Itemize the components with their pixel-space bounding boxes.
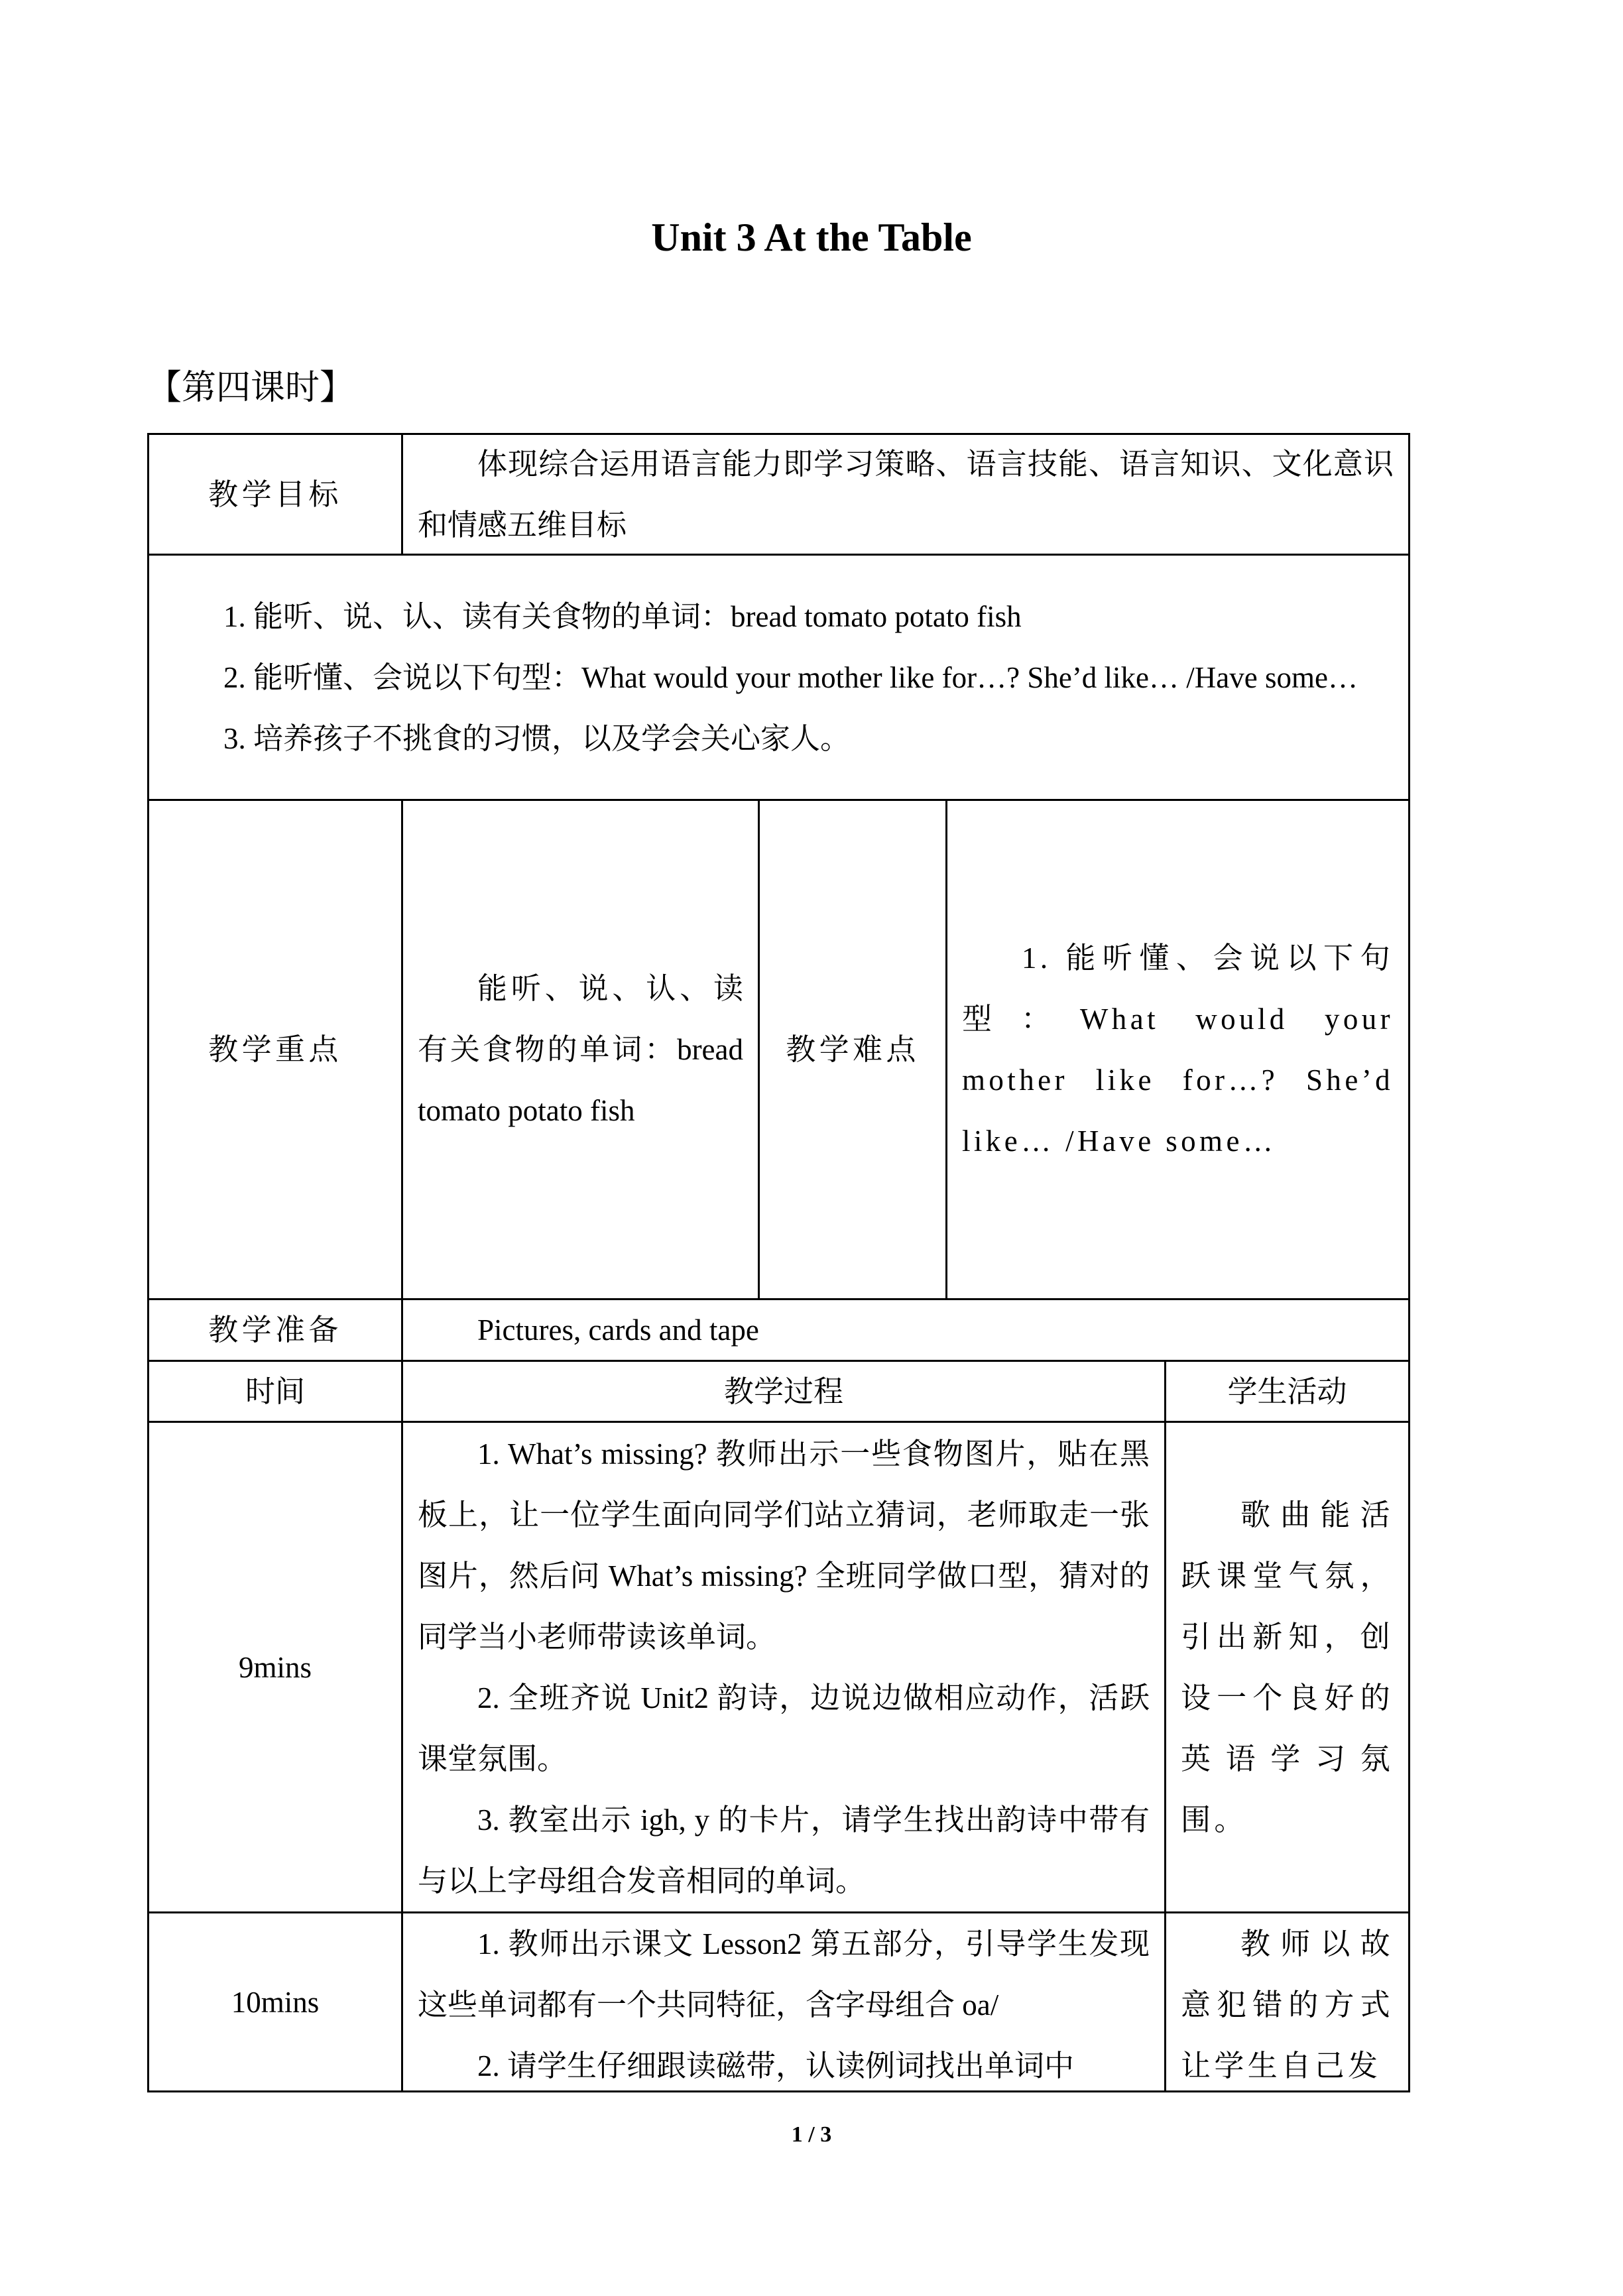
key-points-cell [403, 801, 758, 1298]
objective-item: 2. 能听懂、会说以下句型：What would your mother like for…? She’d like… /Have some… [223, 660, 1358, 694]
step-item: 2. 请学生仔细跟读磁带，认读例词找出单词中 [477, 2049, 1075, 2083]
lesson-plan-table [147, 433, 1410, 2090]
time-header: 时间 [245, 1374, 305, 1408]
step-activity-text: 教师以故意犯错的方式让学生自己发 [1181, 1927, 1394, 2083]
activity-header: 学生活动 [1227, 1374, 1347, 1408]
objectives-cell [149, 556, 1408, 799]
difficulties-label: 教学难点 [786, 1033, 920, 1066]
goal-text: 体现综合运用语言能力即学习策略、语言技能、语言知识、文化意识和情感五维目标 [418, 447, 1394, 542]
step-time: 10mins [231, 1985, 320, 2019]
prep-label: 教学准备 [208, 1313, 342, 1347]
step-item: 1. What’s missing? 教师出示一些食物图片，贴在黑板上，让一位学生面向同学们站立猜词，老师取走一张图片，然后问 What’s missing? 全班同学做口型，猜对的同学当小老师带读该单词。 [418, 1437, 1150, 1654]
step-process-cell [403, 1913, 1164, 2090]
goal-cell [403, 435, 1408, 554]
goal-label: 教学目标 [208, 477, 342, 511]
step-item: 1. 教师出示课文 Lesson2 第五部分，引导学生发现这些单词都有一个共同特征，含字母组合 oa/ [418, 1927, 1150, 2022]
lesson-label: 【第四课时】 [147, 369, 355, 407]
step-activity-cell [1166, 1423, 1408, 1911]
key-points-label: 教学重点 [208, 1033, 342, 1066]
process-header: 教学过程 [723, 1374, 843, 1408]
step-activity-cell [1166, 1913, 1408, 2090]
step-item: 2. 全班齐说 Unit2 韵诗，边说边做相应动作，活跃课堂氛围。 [418, 1681, 1150, 1776]
objective-item: 1. 能听、说、认、读有关食物的单词：bread tomato potato fish [223, 599, 1022, 633]
objective-item: 3. 培养孩子不挑食的习惯，以及学会关心家人。 [223, 721, 851, 755]
step-time: 9mins [238, 1650, 312, 1684]
prep-cell [403, 1300, 1408, 1360]
difficulties-text: 1. 能听懂、会说以下句型：What would your mother like for…? She’d like… /Have some… [962, 941, 1394, 1158]
step-process-cell [403, 1423, 1164, 1911]
document-title: Unit 3 At the Table [651, 215, 972, 259]
step-item: 3. 教室出示 igh, y 的卡片，请学生找出韵诗中带有与以上字母组合发音相同的单词。 [418, 1803, 1150, 1898]
prep-text: Pictures, cards and tape [477, 1313, 759, 1347]
page-number: 1 / 3 [791, 2122, 832, 2147]
difficulties-cell [947, 801, 1408, 1298]
step-activity-text: 歌曲能活跃课堂气氛，引出新知，创设一个良好的英语学习氛围。 [1181, 1498, 1394, 1837]
key-points-text: 能听、说、认、读有关食物的单词：bread tomato potato fish [418, 972, 743, 1127]
